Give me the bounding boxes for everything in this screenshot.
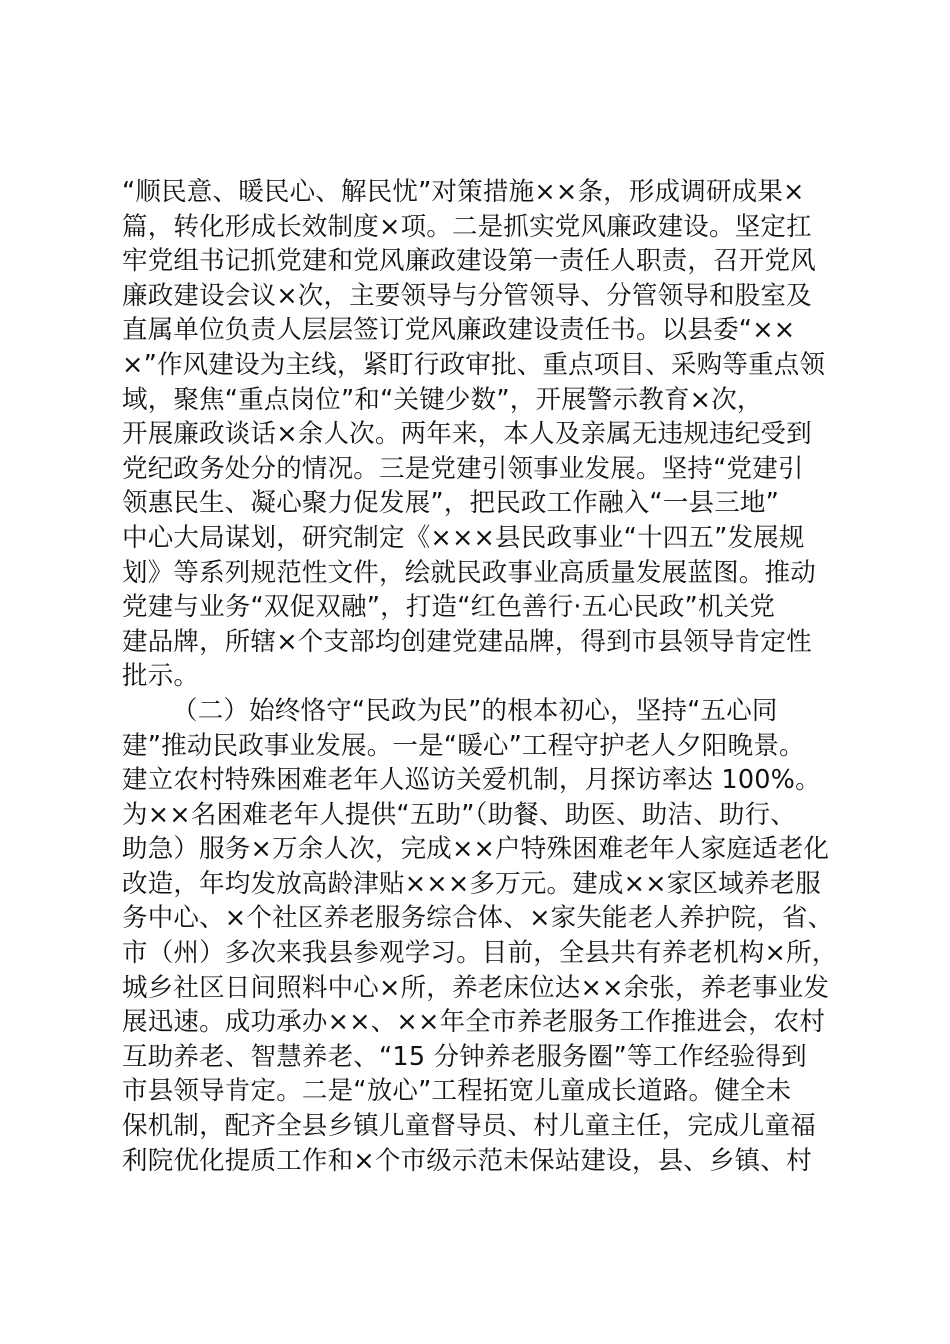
text-line: 建”推动民政事业发展。一是“暖心”工程守护老人夕阳晚景。 — [122, 730, 805, 761]
text-line: 互助养老、智慧养老、“15 分钟养老服务圈”等工作经验得到 — [122, 1041, 807, 1072]
text-line: 党纪政务处分的情况。三是党建引领事业发展。坚持“党建引 — [122, 453, 804, 484]
text-line: 领惠民生、凝心聚力促发展”，把民政工作融入“一县三地” — [122, 488, 780, 519]
body-text — [122, 175, 862, 1178]
section-heading-line: （二）始终恪守“民政为民”的根本初心，坚持“五心同 — [172, 695, 778, 726]
text-line: 廉政建设会议×次，主要领导与分管领导、分管领导和股室及 — [122, 280, 812, 311]
text-line: 展迅速。成功承办××、××年全市养老服务工作推进会，农村 — [122, 1007, 826, 1038]
text-line: 为××名困难老年人提供“五助”（助餐、助医、助洁、助行、 — [122, 799, 797, 830]
text-line: 市（州）多次来我县参观学习。目前，全县共有养老机构×所， — [122, 938, 838, 969]
text-line: 批示。 — [122, 661, 200, 692]
text-line: 中心大局谋划，研究制定《×××县民政事业“十四五”发展规 — [122, 522, 805, 553]
text-line: 市县领导肯定。二是“放心”工程拓宽儿童成长道路。健全未 — [122, 1076, 792, 1107]
text-line: 域，聚焦“重点岗位”和“关键少数”，开展警示教育×次， — [122, 384, 763, 415]
text-line: 城乡社区日间照料中心×所，养老床位达××余张，养老事业发 — [122, 972, 830, 1003]
text-line: 助急）服务×万余人次，完成××户特殊困难老年人家庭适老化 — [122, 834, 830, 865]
text-line: 改造，年均发放高龄津贴×××多万元。建成××家区域养老服 — [122, 868, 821, 899]
text-line: 利院优化提质工作和×个市级示范未保站建设，县、乡镇、村 — [122, 1145, 812, 1176]
text-line: “顺民意、暖民心、解民忧”对策措施××条，形成调研成果× — [122, 177, 805, 207]
text-line: 牢党组书记抓党建和党风廉政建设第一责任人职责，召开党风 — [122, 246, 816, 277]
text-line: ×”作风建设为主线，紧盯行政审批、重点项目、采购等重点领 — [122, 349, 826, 380]
text-line: 建立农村特殊困难老年人巡访关爱机制，月探访率达 100%。 — [122, 765, 821, 796]
text-line: 建品牌，所辖×个支部均创建党建品牌，得到市县领导肯定性 — [122, 626, 812, 657]
text-line: 开展廉政谈话×余人次。两年来，本人及亲属无违规违纪受到 — [122, 419, 812, 450]
text-line: 党建与业务“双促双融”，打造“红色善行·五心民政”机关党 — [122, 592, 776, 623]
text-line: 务中心、×个社区养老服务综合体、×家失能老人养护院，省、 — [122, 903, 834, 934]
text-line: 直属单位负责人层层签订党风廉政建设责任书。以县委“×× — [122, 315, 796, 346]
text-line: 保机制，配齐全县乡镇儿童督导员、村儿童主任，完成儿童福 — [122, 1111, 816, 1142]
text-line: 篇，转化形成长效制度×项。二是抓实党风廉政建设。坚定扛 — [122, 211, 812, 242]
text-line: 划》等系列规范性文件，绘就民政事业高质量发展蓝图。推动 — [122, 557, 816, 588]
